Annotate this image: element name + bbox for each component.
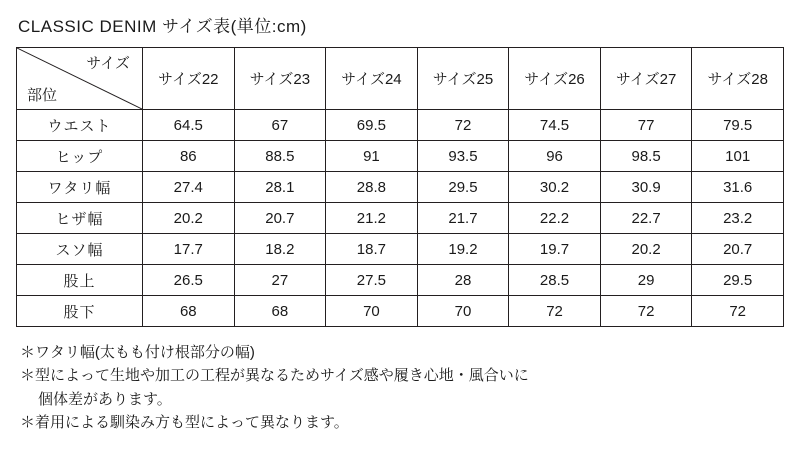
table-row <box>17 203 784 234</box>
table-cell: 70 <box>417 296 509 327</box>
table-cell: 28 <box>417 265 509 296</box>
page-title: CLASSIC DENIM サイズ表(単位:cm) <box>18 17 307 36</box>
table-header-row <box>17 48 784 110</box>
row-label: スソ幅 <box>17 234 143 265</box>
table-corner-cell <box>17 48 143 110</box>
table-cell: 31.6 <box>692 172 784 203</box>
column-header: サイズ24 <box>326 48 418 110</box>
note-item <box>20 341 784 364</box>
table-row <box>17 296 784 327</box>
table-cell: 72 <box>509 296 601 327</box>
table-cell: 79.5 <box>692 110 784 141</box>
table-cell: 18.7 <box>326 234 418 265</box>
table-cell: 27.5 <box>326 265 418 296</box>
table-cell: 21.7 <box>417 203 509 234</box>
table-cell: 27.4 <box>143 172 235 203</box>
table-cell: 22.7 <box>600 203 692 234</box>
table-cell: 28.5 <box>509 265 601 296</box>
table-cell: 21.2 <box>326 203 418 234</box>
column-header: サイズ26 <box>509 48 601 110</box>
note-item <box>20 364 784 411</box>
table-cell: 17.7 <box>143 234 235 265</box>
notes-section <box>20 341 784 434</box>
corner-size-label: サイズ <box>86 55 130 72</box>
table-cell: 29.5 <box>417 172 509 203</box>
row-label: 股上 <box>17 265 143 296</box>
table-cell: 98.5 <box>600 141 692 172</box>
table-cell: 101 <box>692 141 784 172</box>
table-cell: 22.2 <box>509 203 601 234</box>
note-text: ＊ワタリ幅(太もも付け根部分の幅) <box>20 344 255 361</box>
table-cell: 96 <box>509 141 601 172</box>
table-cell: 88.5 <box>234 141 326 172</box>
table-cell: 29.5 <box>692 265 784 296</box>
table-cell: 68 <box>143 296 235 327</box>
table-cell: 30.2 <box>509 172 601 203</box>
table-cell: 86 <box>143 141 235 172</box>
table-row <box>17 172 784 203</box>
column-header: サイズ22 <box>143 48 235 110</box>
table-cell: 91 <box>326 141 418 172</box>
table-cell: 20.2 <box>600 234 692 265</box>
table-cell: 69.5 <box>326 110 418 141</box>
table-cell: 26.5 <box>143 265 235 296</box>
table-cell: 27 <box>234 265 326 296</box>
table-row <box>17 141 784 172</box>
column-header: サイズ28 <box>692 48 784 110</box>
table-cell: 72 <box>600 296 692 327</box>
size-table <box>16 47 784 327</box>
table-cell: 72 <box>417 110 509 141</box>
table-body <box>17 110 784 327</box>
row-label: ヒップ <box>17 141 143 172</box>
column-header: サイズ23 <box>234 48 326 110</box>
table-row <box>17 110 784 141</box>
table-cell: 74.5 <box>509 110 601 141</box>
table-cell: 67 <box>234 110 326 141</box>
table-cell: 20.2 <box>143 203 235 234</box>
row-label: ヒザ幅 <box>17 203 143 234</box>
note-item <box>20 411 784 434</box>
row-label: ワタリ幅 <box>17 172 143 203</box>
table-cell: 20.7 <box>234 203 326 234</box>
table-row <box>17 234 784 265</box>
table-cell: 18.2 <box>234 234 326 265</box>
table-cell: 93.5 <box>417 141 509 172</box>
column-header: サイズ27 <box>600 48 692 110</box>
table-header <box>17 48 784 110</box>
table-cell: 64.5 <box>143 110 235 141</box>
table-cell: 77 <box>600 110 692 141</box>
row-label: 股下 <box>17 296 143 327</box>
table-cell: 28.1 <box>234 172 326 203</box>
table-cell: 28.8 <box>326 172 418 203</box>
table-cell: 72 <box>692 296 784 327</box>
table-cell: 30.9 <box>600 172 692 203</box>
table-cell: 68 <box>234 296 326 327</box>
table-cell: 19.2 <box>417 234 509 265</box>
table-cell: 29 <box>600 265 692 296</box>
table-cell: 20.7 <box>692 234 784 265</box>
note-continuation: 個体差があります。 <box>38 390 172 408</box>
table-cell: 70 <box>326 296 418 327</box>
column-header: サイズ25 <box>417 48 509 110</box>
corner-part-label: 部位 <box>27 87 58 104</box>
table-row <box>17 265 784 296</box>
table-cell: 23.2 <box>692 203 784 234</box>
note-text: ＊着用による馴染み方も型によって異なります。 <box>20 413 349 431</box>
note-text: ＊型によって生地や加工の工程が異なるためサイズ感や履き心地・風合いに <box>20 367 529 385</box>
row-label: ウエスト <box>17 110 143 141</box>
table-cell: 19.7 <box>509 234 601 265</box>
